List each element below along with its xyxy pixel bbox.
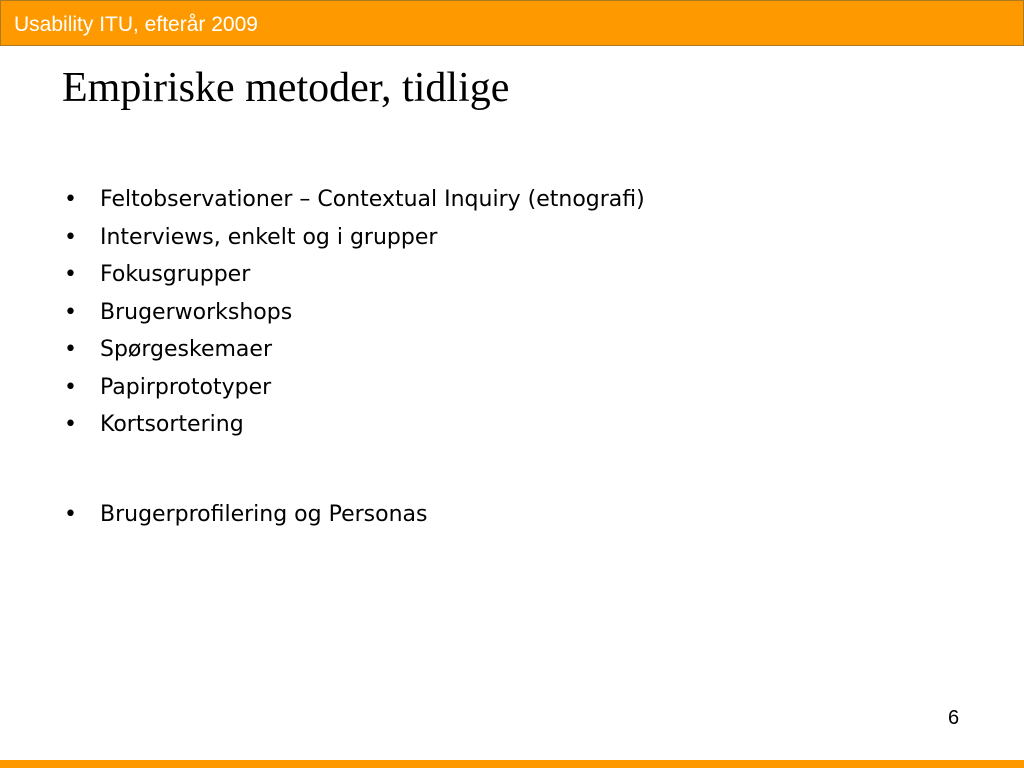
bullet-text: Fokusgrupper [100,262,251,287]
bullet-text: Papirprototyper [100,374,272,400]
list-item [64,370,964,408]
bullet-icon: • [64,224,77,250]
bullet-icon: • [64,187,77,212]
list-item [64,295,964,333]
bullet-icon: • [64,501,77,527]
bullet-text: Brugerworkshops [100,299,293,325]
bullet-icon: • [64,412,77,437]
slide-title: Empiriske metoder, tidlige [62,65,510,111]
list-item [64,497,964,535]
footer-bar [0,760,1024,768]
bullet-icon: • [64,262,77,287]
list-item [64,257,964,295]
list-item [64,407,964,445]
list-item [64,332,964,370]
bullet-icon: • [64,374,77,400]
bullet-icon: • [64,337,77,362]
list-item [64,182,964,220]
bullet-list [64,182,964,534]
header-bar [0,0,1024,46]
bullet-text: Spørgeskemaer [100,337,272,362]
list-item [64,220,964,258]
bullet-icon: • [64,299,77,325]
bullet-text: Feltobservationer – Contextual Inquiry (etnografi) [100,187,645,212]
bullet-text: Interviews, enkelt og i grupper [100,224,438,250]
bullet-text: Kortsortering [100,412,244,437]
header-text: Usability ITU, efterår 2009 [14,13,258,36]
page-number: 6 [948,707,960,729]
bullet-text: Brugerprofilering og Personas [100,501,428,527]
